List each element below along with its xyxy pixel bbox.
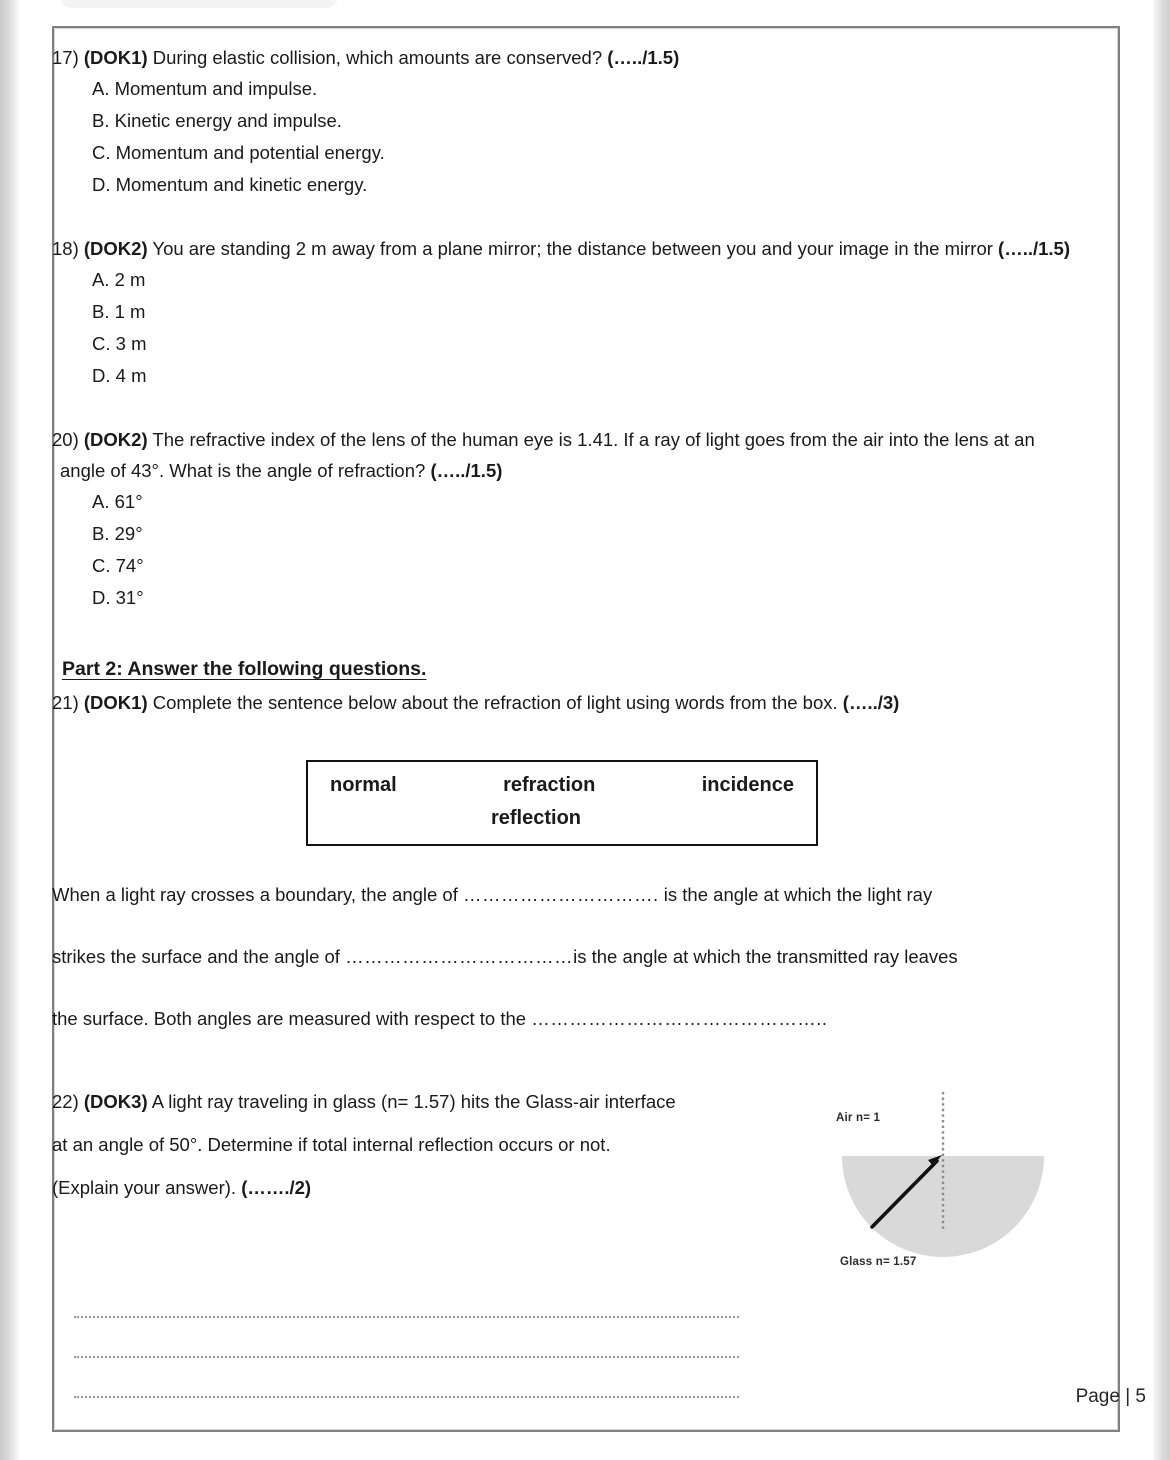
- question-22-number: 22): [52, 1091, 79, 1112]
- question-22-line-2: at an angle of 50°. Determine if total internal reflection occurs or not.: [52, 1134, 611, 1155]
- question-18-text: You are standing 2 m away from a plane mirror; the distance between you and your image in the mirror: [147, 238, 999, 259]
- question-21-stem: [52, 687, 1072, 718]
- word-bank-item[interactable]: refraction: [503, 774, 596, 796]
- question-22: [52, 1080, 1072, 1310]
- question-22-dok: (DOK3): [83, 1091, 148, 1112]
- question-17-number: 17): [52, 47, 79, 68]
- option-item[interactable]: C. Momentum and potential energy.: [92, 142, 385, 163]
- part-2-heading: Part 2: Answer the following questions.: [62, 658, 427, 680]
- word-bank-wrapper: [52, 760, 1072, 846]
- word-bank-item[interactable]: reflection: [490, 807, 582, 829]
- spacer: [52, 392, 1072, 424]
- word-bank-row-1: [322, 774, 802, 797]
- cloze-blank-3[interactable]: ………………………………………..: [531, 1008, 828, 1029]
- question-18-number: 18): [52, 238, 79, 259]
- cloze-line-2-prefix: strikes the surface and the angle of: [52, 946, 346, 967]
- cloze-line-2-suffix: is the angle at which the transmitted ray leaves: [573, 946, 958, 967]
- question-18-marks: (…../1.5): [998, 238, 1071, 259]
- document-content: [52, 42, 1072, 1436]
- cloze-line-3: [52, 1004, 1072, 1034]
- cloze-blank-2[interactable]: ………………………………: [345, 946, 574, 967]
- answer-line[interactable]: [74, 1316, 739, 1318]
- question-22-stem-3: (Explain your answer).: [52, 1177, 242, 1198]
- question-21-dok: (DOK1): [83, 692, 148, 713]
- question-22-line-3: [52, 1166, 782, 1209]
- spacer: [52, 614, 1072, 658]
- cloze-paragraph: [52, 880, 1072, 1034]
- window-left-edge: [0, 0, 19, 1460]
- option-item[interactable]: C. 74°: [92, 555, 144, 576]
- question-18-stem: [52, 233, 1072, 264]
- question-18: [52, 233, 1072, 392]
- figure-label-air: Air n= 1: [836, 1112, 881, 1124]
- word-bank-item[interactable]: incidence: [701, 774, 794, 796]
- question-20-number: 20): [52, 429, 79, 450]
- answer-line[interactable]: [74, 1396, 739, 1398]
- question-17-text: During elastic collision, which amounts are conserved?: [147, 47, 608, 68]
- question-18-dok: (DOK2): [83, 238, 148, 259]
- cloze-line-3-prefix: the surface. Both angles are measured with respect to the: [52, 1008, 532, 1029]
- refraction-figure: [824, 1084, 1064, 1299]
- option-item[interactable]: A. 2 m: [92, 269, 146, 290]
- cloze-line-1: [52, 880, 1072, 910]
- question-22-text: [52, 1080, 782, 1209]
- option-item[interactable]: D. 4 m: [92, 365, 147, 386]
- figure-label-glass: Glass n= 1.57: [840, 1256, 917, 1268]
- answer-line[interactable]: [74, 1356, 739, 1358]
- question-22-line-1: [52, 1080, 782, 1123]
- cloze-line-2: [52, 942, 1072, 972]
- option-item[interactable]: C. 3 m: [92, 333, 147, 354]
- cloze-line-1-prefix: When a light ray crosses a boundary, the angle of: [52, 884, 464, 905]
- cloze-line-1-suffix: is the angle at which the light ray: [658, 884, 933, 905]
- option-item[interactable]: A. 61°: [92, 491, 143, 512]
- question-22-stem-1: A light ray traveling in glass (n= 1.57) hits the Glass-air interface: [147, 1091, 676, 1112]
- question-17: [52, 42, 1072, 201]
- question-20-stem: [52, 424, 1072, 486]
- question-17-marks: (…../1.5): [607, 47, 680, 68]
- cloze-blank-1[interactable]: ………………………….: [463, 884, 659, 905]
- question-20-options: [52, 486, 1072, 614]
- word-bank-row-2: [322, 807, 802, 830]
- question-21-number: 21): [52, 692, 79, 713]
- question-20-marks: (…../1.5): [430, 460, 503, 481]
- question-20: [52, 424, 1072, 614]
- question-22-marks: (……./2): [241, 1177, 312, 1198]
- option-item[interactable]: B. 1 m: [92, 301, 146, 322]
- question-20-text: The refractive index of the lens of the human eye is 1.41. If a ray of light goes from the air into the lens at an angle of 43°. What is the angle of refraction?: [60, 429, 1035, 481]
- option-item[interactable]: B. 29°: [92, 523, 143, 544]
- question-17-options: [52, 73, 1072, 201]
- window-right-edge: [1153, 0, 1170, 1460]
- question-21-marks: (…../3): [842, 692, 900, 713]
- question-21-text: Complete the sentence below about the refraction of light using words from the box.: [147, 692, 843, 713]
- option-item[interactable]: D. Momentum and kinetic energy.: [92, 174, 368, 195]
- option-item[interactable]: B. Kinetic energy and impulse.: [92, 110, 342, 131]
- question-17-stem: [52, 42, 1072, 73]
- question-18-options: [52, 264, 1072, 392]
- word-bank-box: [306, 760, 818, 846]
- page-footer: Page | 5: [1075, 1386, 1146, 1407]
- answer-lines-group: [52, 1316, 1072, 1398]
- question-20-dok: (DOK2): [83, 429, 148, 450]
- top-tab-stub: [60, 0, 338, 8]
- word-bank-item[interactable]: normal: [330, 774, 397, 796]
- question-17-dok: (DOK1): [83, 47, 148, 68]
- spacer: [52, 201, 1072, 233]
- option-item[interactable]: D. 31°: [92, 587, 144, 608]
- option-item[interactable]: A. Momentum and impulse.: [92, 78, 318, 99]
